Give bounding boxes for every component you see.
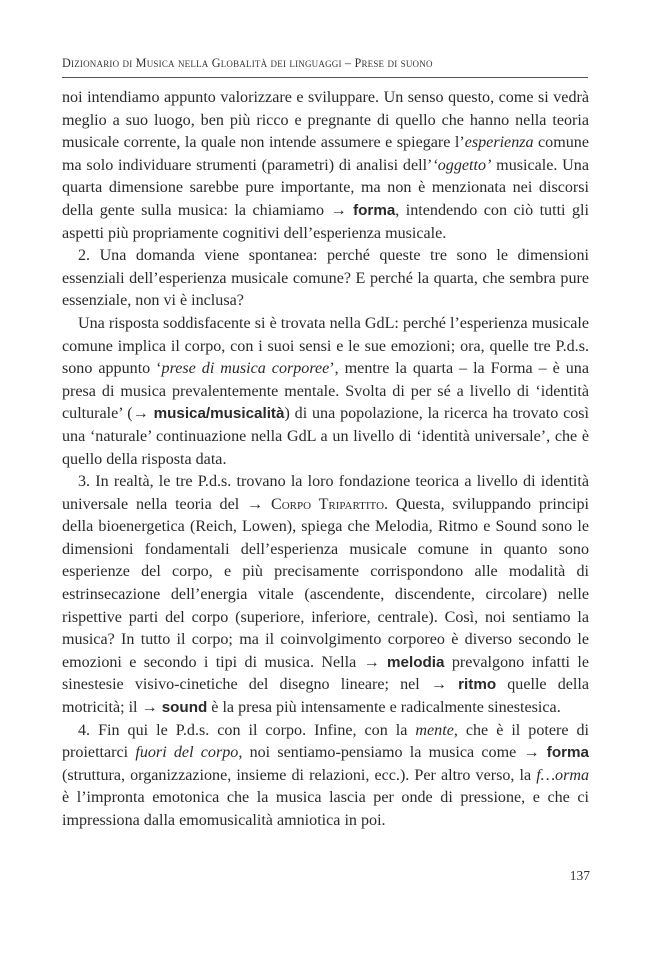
- text-span: prevalgono infatti le sinestesie visivo-cinetiche del disegno lineare; nel →: [62, 653, 589, 694]
- cross-reference[interactable]: forma: [546, 744, 589, 762]
- text-span: quelle della motricità; il →: [62, 676, 589, 717]
- text-span: . Questa, sviluppando principi della bioenergetica (Reich, Lowen), spiega che Melodia, Ritmo e Sound sono le dimensioni fondamentali dell’esperienza musicale comune in quanto sono esperienze del corpo, e più precisamente corrispondono alle modalità di estrinsecazione dell’energia vitale (ascendente, discendente, circolare) nelle rispettive parti del corpo (superiore, inferiore, centrale). Così, noi sentiamo la musica? In tutto il corpo; ma il coinvolgimento corporeo è diverso secondo le emozioni e secondo i tipi di musica. Nella →: [62, 495, 589, 671]
- paragraph-5: [62, 720, 589, 833]
- text-span: , intendendo con ciò tutti gli aspetti più propriamente cognitivi dell’esperienza musicale.: [62, 201, 589, 242]
- text-span: 4. Fin qui le P.d.s. con il corpo. Infine, con la: [78, 721, 416, 739]
- paragraph-4: [62, 471, 589, 720]
- italic-term: esperienza: [464, 134, 534, 152]
- running-head-text: Dizionario di Musica nella Globalità dei linguaggi – Prese di suono: [62, 56, 433, 70]
- page-number: 137: [569, 868, 590, 883]
- text-span: 2. Una domanda viene spontanea: perché queste tre sono le dimensioni essenziali dell’esperienza musicale comune? E perché la quarta, che sembra pure essenziale, non vi è inclusa?: [62, 247, 589, 310]
- text-span: Una risposta soddisfacente si è trovata nella GdL: perché l’esperienza musicale comune implica il corpo, con i suoi sensi e le sue emozioni; ora, quelle tre P.d.s. sono appunto ‘: [62, 314, 589, 378]
- header-rule: [62, 77, 588, 78]
- body-text: [62, 87, 589, 833]
- text-span: (struttura, organizzazione, insieme di relazioni, ecc.). Per altro verso, la: [62, 766, 537, 784]
- cross-reference[interactable]: ritmo: [458, 676, 497, 694]
- italic-term: mente: [415, 721, 454, 739]
- cross-reference[interactable]: musica/musicalità: [153, 405, 285, 423]
- text-span: , noi sentiamo-pensiamo la musica come →: [238, 744, 547, 762]
- cross-reference-smallcaps[interactable]: Corpo Tripartito: [270, 495, 385, 513]
- paragraph-2: [62, 245, 589, 313]
- text-span: ) di una popolazione, la ricerca ha trovato così una ‘naturale’ continuazione nella GdL a un livello di ‘identità universale’, che è quello della risposta data.: [62, 405, 589, 468]
- cross-reference[interactable]: sound: [161, 699, 208, 717]
- paragraph-3: [62, 313, 589, 471]
- text-span: 3. In realtà, le tre P.d.s. trovano la loro fondazione teorica a livello di identità universale nella teoria del →: [62, 473, 589, 513]
- text-span: musicale. Una quarta dimensione sarebbe pure importante, ma non è menzionata nei discorsi della gente sulla musica: la chiamiamo →: [62, 156, 589, 219]
- italic-term: f…orma: [536, 766, 589, 784]
- text-span: , che è il potere di proiettarci: [62, 721, 590, 762]
- text-span: è la presa più intensamente e radicalmente sinestesica.: [207, 699, 561, 717]
- text-span: comune ma solo individuare strumenti (parametri) di analisi dell’: [62, 134, 589, 174]
- italic-term: fuori del corpo: [135, 744, 239, 762]
- cross-reference[interactable]: forma: [353, 201, 396, 219]
- italic-term: ‘oggetto’: [432, 156, 492, 174]
- paragraph-1: [62, 87, 589, 245]
- text-span: noi intendiamo appunto valorizzare e sviluppare. Un senso questo, come si vedrà meglio a suo luogo, ben più ricco e pregnante di quello che hanno nella teoria musicale corrente, la quale non intende assumere e spiegare l’: [62, 89, 589, 152]
- text-span: è l’impronta emotonica che la musica lascia per onde di pressione, e che ci impressiona dalla emomusicalità amniotica in poi.: [62, 789, 589, 829]
- cross-reference[interactable]: melodia: [387, 653, 445, 671]
- italic-term: prese di musica corporee: [161, 360, 330, 378]
- running-head: [62, 56, 602, 71]
- text-span: ’, mentre la quarta – la Forma – è una presa di musica prevalentemente mentale. Svolta di per sé a livello di ‘identità culturale’ (→: [62, 360, 589, 423]
